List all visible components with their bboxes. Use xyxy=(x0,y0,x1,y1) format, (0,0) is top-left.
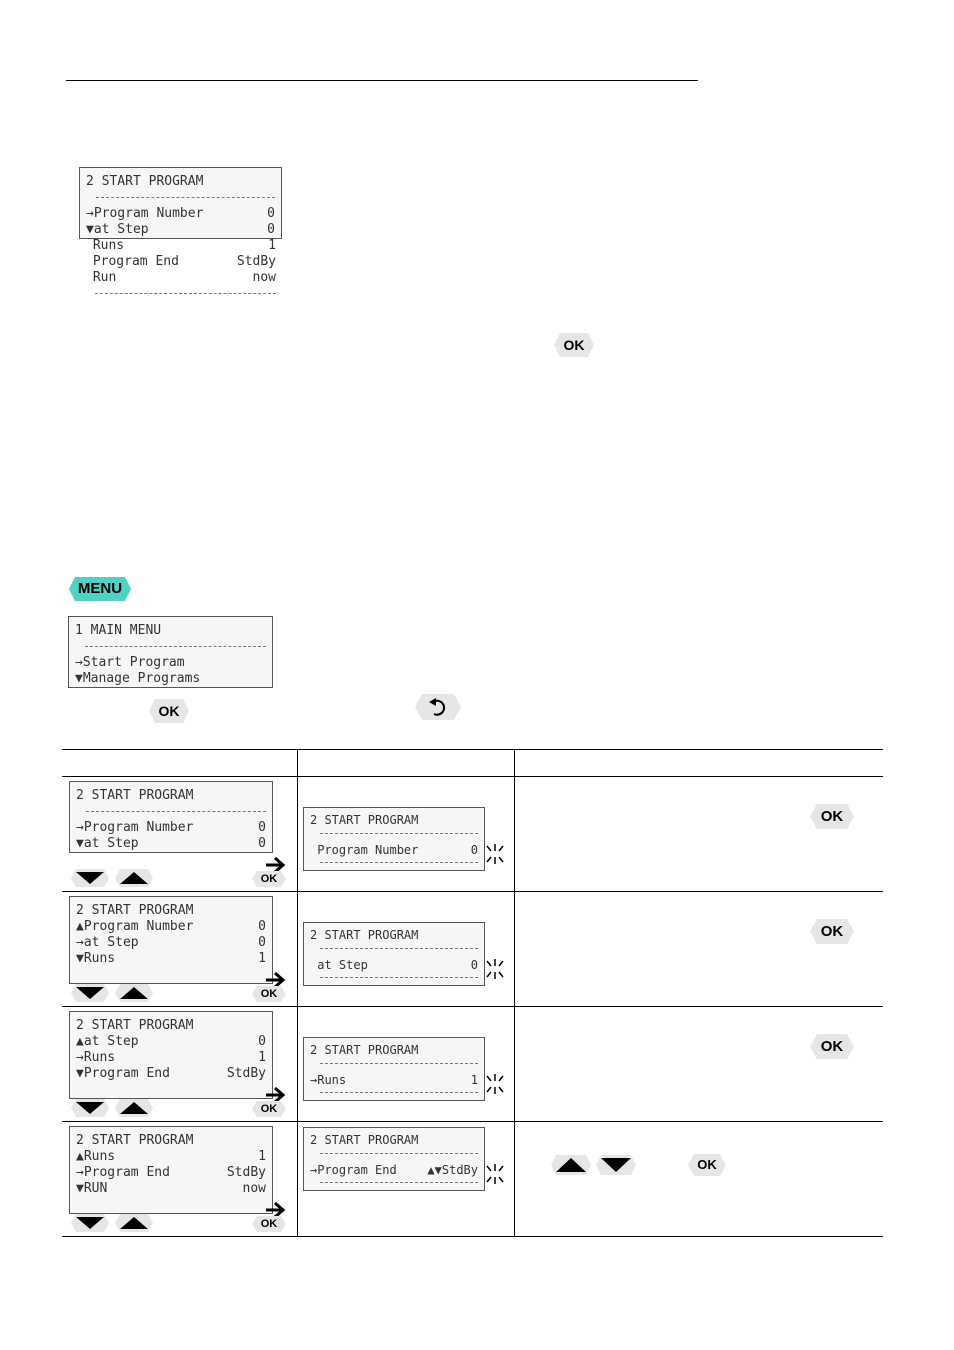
display-title: 2 START PROGRAM xyxy=(310,1043,419,1057)
menu-item-start-program: →Start Program xyxy=(75,655,185,670)
display-separator xyxy=(96,197,275,198)
ok-button[interactable]: OK xyxy=(809,1033,855,1060)
display-title: 2 START PROGRAM xyxy=(310,1133,419,1147)
display-row-offscreen: Program End StdBy xyxy=(85,254,276,269)
down-arrow-icon xyxy=(595,1154,637,1176)
display-separator xyxy=(320,977,478,978)
up-arrow-icon xyxy=(114,868,154,888)
ok-button[interactable]: OK xyxy=(251,1215,287,1233)
ok-button[interactable]: OK xyxy=(687,1153,727,1177)
main-menu-display xyxy=(68,616,273,688)
display-value-row: →Runs 1 xyxy=(310,1073,478,1087)
ok-button[interactable]: OK xyxy=(148,698,190,724)
display-row: →at Step 0 xyxy=(76,935,266,950)
display-value-row: at Step 0 xyxy=(310,958,478,972)
up-button[interactable] xyxy=(114,1098,154,1118)
display-separator xyxy=(320,948,478,949)
display-separator xyxy=(320,862,478,863)
display-row: →Program End StdBy xyxy=(76,1165,266,1180)
display-row: →Program Number 0 xyxy=(86,206,275,221)
up-button[interactable] xyxy=(114,868,154,888)
down-arrow-icon xyxy=(70,1098,110,1118)
display-row: →Runs 1 xyxy=(76,1050,266,1065)
up-arrow-icon xyxy=(114,1213,154,1233)
down-button[interactable] xyxy=(70,868,110,888)
display-row-offscreen: Run now xyxy=(85,270,276,285)
display-title: 1 MAIN MENU xyxy=(75,623,162,638)
table-rule-top xyxy=(62,749,883,750)
display-row: ▼Runs 1 xyxy=(76,951,266,966)
display-row: ▼at Step 0 xyxy=(86,222,275,237)
down-arrow-icon xyxy=(70,868,110,888)
display-separator xyxy=(320,1153,478,1154)
ok-button[interactable]: OK xyxy=(553,332,595,358)
table-edit-display xyxy=(303,1127,485,1191)
display-title: 2 START PROGRAM xyxy=(310,928,419,942)
display-row: →Program Number 0 xyxy=(76,820,266,835)
display-row: ▼at Step 0 xyxy=(76,836,266,851)
display-title: 2 START PROGRAM xyxy=(76,1018,194,1033)
table-rule-header xyxy=(62,776,883,777)
table-menu-display xyxy=(69,781,273,853)
display-title: 2 START PROGRAM xyxy=(310,813,419,827)
up-arrow-icon xyxy=(114,983,154,1003)
down-button[interactable] xyxy=(70,1098,110,1118)
display-value-row: →Program End ▲▼StdBy xyxy=(310,1163,478,1177)
display-separator xyxy=(320,1063,478,1064)
menu-button[interactable]: MENU xyxy=(68,576,132,602)
table-column-divider xyxy=(514,749,515,1236)
table-rule-bottom xyxy=(62,1236,883,1237)
display-separator xyxy=(320,1182,478,1183)
down-button[interactable] xyxy=(595,1154,637,1176)
table-rule xyxy=(62,1006,883,1007)
ok-button[interactable]: OK xyxy=(809,803,855,830)
table-menu-display xyxy=(69,1011,273,1099)
blinking-cursor-icon xyxy=(484,1073,506,1095)
menu-item-manage-programs: ▼Manage Programs xyxy=(75,671,201,686)
display-separator xyxy=(320,1092,478,1093)
up-arrow-icon xyxy=(550,1154,592,1176)
display-row: ▼Program End StdBy xyxy=(76,1066,266,1081)
table-rule xyxy=(62,1121,883,1122)
back-button[interactable] xyxy=(414,693,462,721)
display-title: 2 START PROGRAM xyxy=(76,1133,194,1148)
down-button[interactable] xyxy=(70,983,110,1003)
up-arrow-icon xyxy=(114,1098,154,1118)
table-menu-display xyxy=(69,896,273,984)
display-separator xyxy=(85,646,266,647)
down-arrow-icon xyxy=(70,1213,110,1233)
ok-button[interactable]: OK xyxy=(251,870,287,888)
table-column-divider xyxy=(297,749,298,1236)
ok-button[interactable]: OK xyxy=(251,985,287,1003)
back-arrow-icon xyxy=(414,693,462,721)
display-row: ▲Runs 1 xyxy=(76,1149,266,1164)
display-title: 2 START PROGRAM xyxy=(76,903,194,918)
display-separator xyxy=(320,833,478,834)
ok-button[interactable]: OK xyxy=(809,918,855,945)
down-button[interactable] xyxy=(70,1213,110,1233)
display-row-offscreen: Runs 1 xyxy=(85,238,276,253)
table-rule xyxy=(62,891,883,892)
up-button[interactable] xyxy=(550,1154,592,1176)
display-title: 2 START PROGRAM xyxy=(76,788,194,803)
up-button[interactable] xyxy=(114,983,154,1003)
down-arrow-icon xyxy=(70,983,110,1003)
display-title: 2 START PROGRAM xyxy=(86,174,204,189)
table-edit-display xyxy=(303,1037,485,1101)
up-button[interactable] xyxy=(114,1213,154,1233)
table-menu-display xyxy=(69,1126,273,1214)
start-program-display xyxy=(79,167,282,239)
display-value-row: Program Number 0 xyxy=(310,843,478,857)
display-separator xyxy=(95,293,276,294)
display-row: ▼RUN now xyxy=(76,1181,266,1196)
blinking-cursor-icon xyxy=(484,843,506,865)
header-rule xyxy=(66,80,698,81)
display-separator xyxy=(86,811,266,812)
blinking-cursor-icon xyxy=(484,958,506,980)
display-row: ▲at Step 0 xyxy=(76,1034,266,1049)
table-edit-display xyxy=(303,807,485,871)
ok-button[interactable]: OK xyxy=(251,1100,287,1118)
display-row: ▲Program Number 0 xyxy=(76,919,266,934)
blinking-cursor-icon xyxy=(484,1163,506,1185)
table-edit-display xyxy=(303,922,485,986)
